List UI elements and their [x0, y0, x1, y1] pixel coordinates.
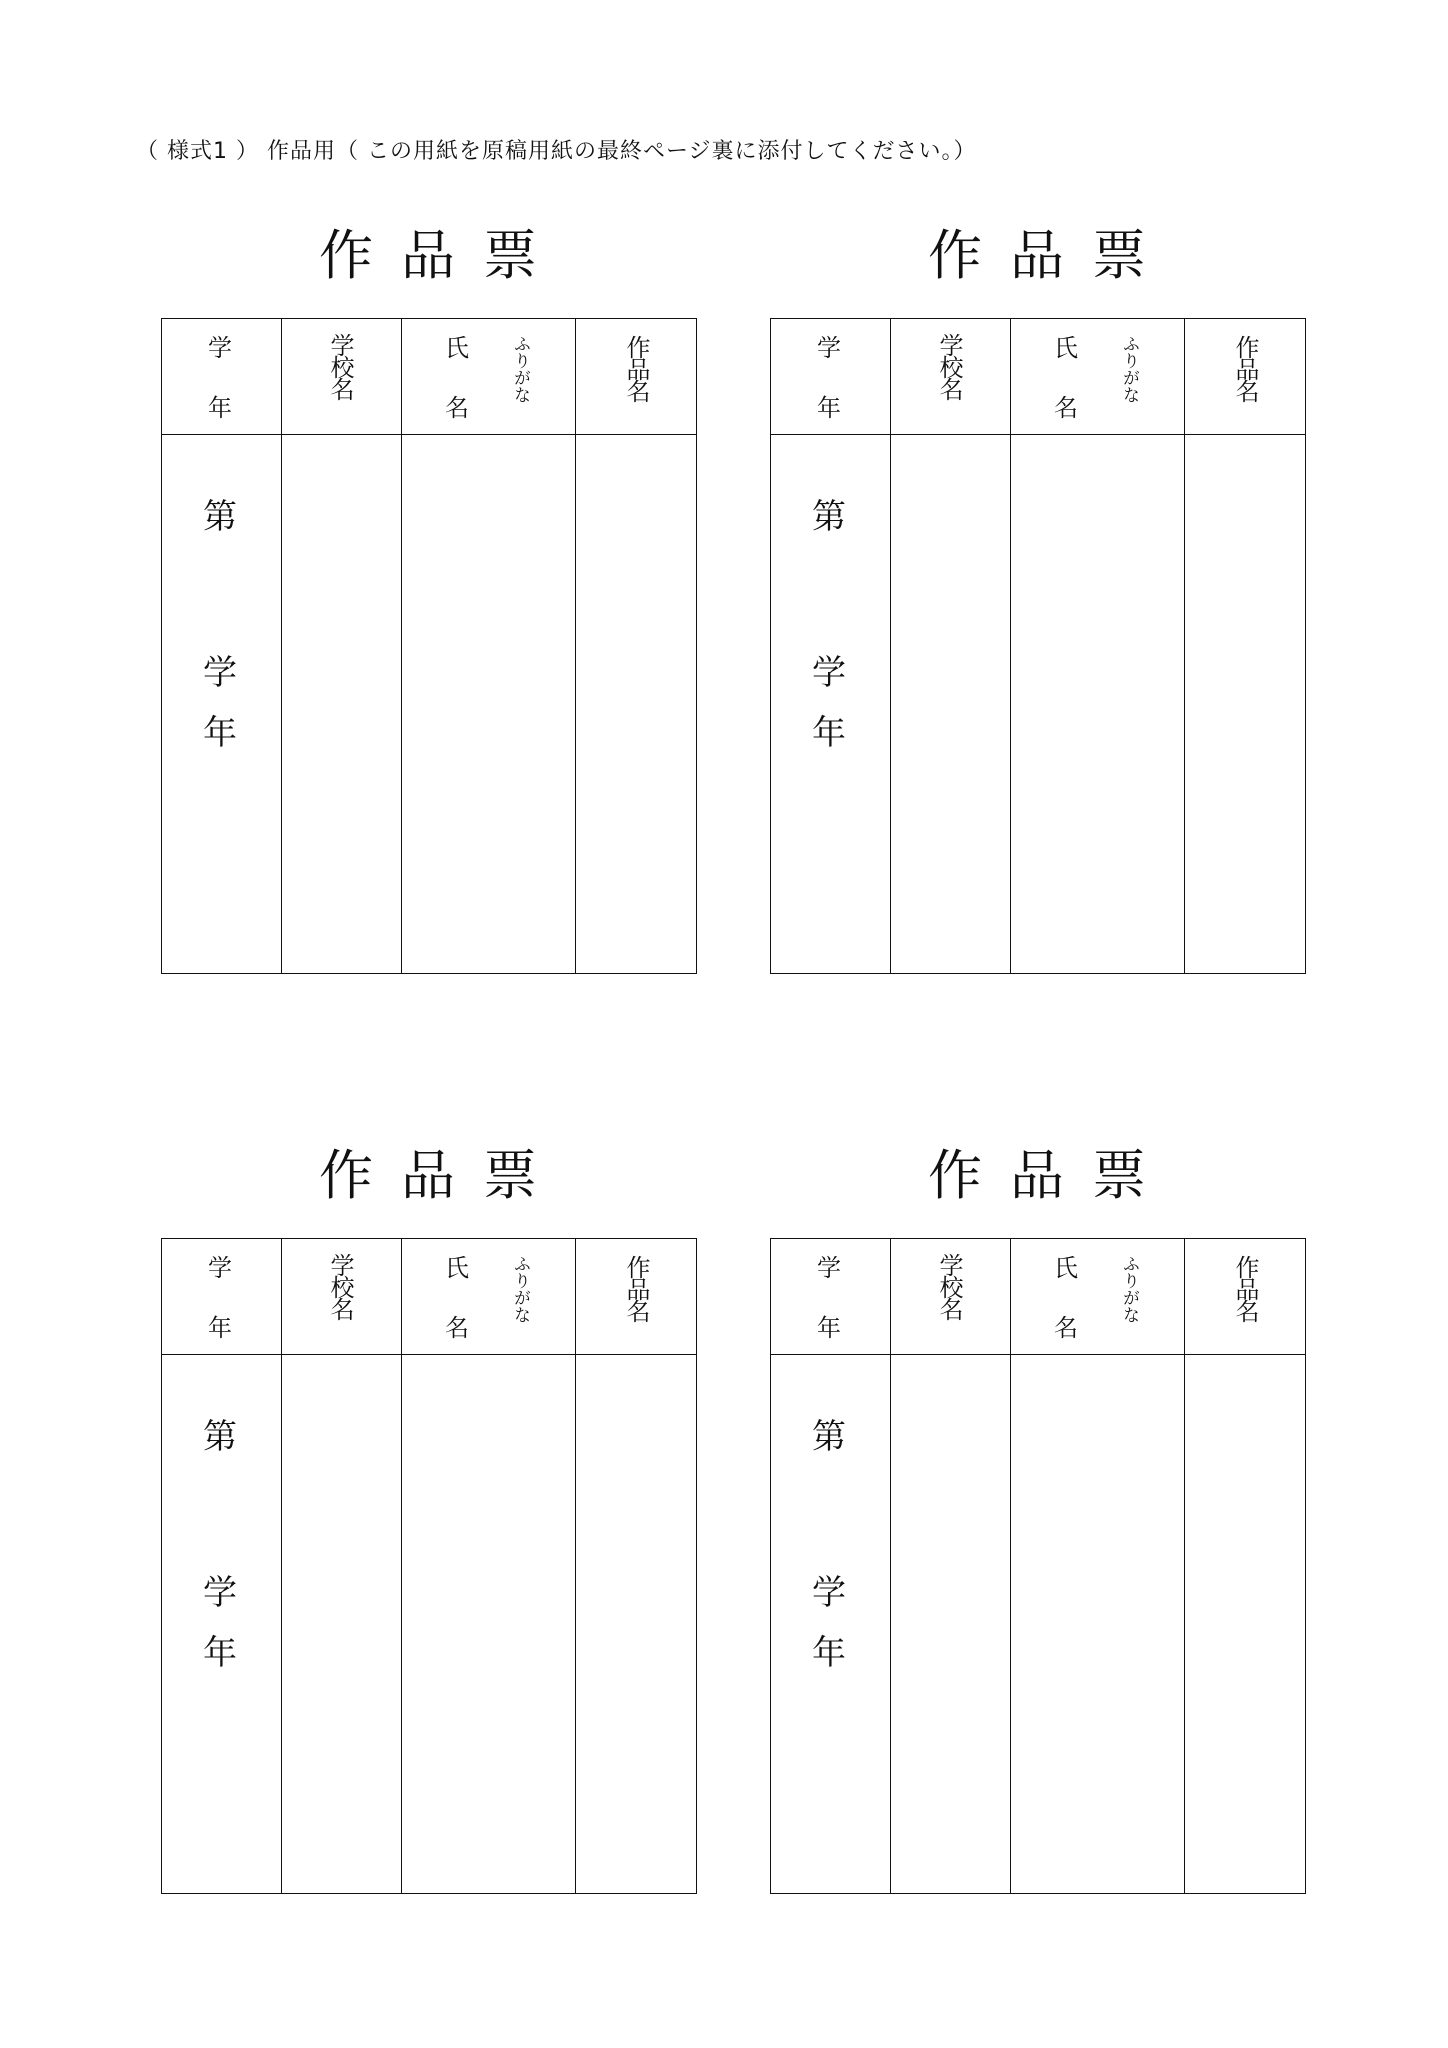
- grade-dai: 第: [812, 497, 846, 537]
- ticket-title-char: 品: [1010, 1144, 1064, 1207]
- grade-nen: 年: [203, 713, 237, 753]
- name-field[interactable]: [1011, 435, 1184, 973]
- grade-header-bottom: 年: [208, 1314, 232, 1342]
- grade-nen: 年: [812, 1633, 846, 1673]
- work-header: 作品名: [622, 335, 650, 401]
- name-header-bottom: 名: [1054, 1314, 1078, 1342]
- ticket-title-char: 品: [1010, 224, 1064, 287]
- name-header-bottom: 名: [445, 1314, 469, 1342]
- ticket-title: [770, 1146, 1306, 1236]
- ticket-title: [770, 226, 1306, 316]
- grade-nen: 年: [812, 713, 846, 753]
- school-field[interactable]: [282, 435, 401, 973]
- furigana-header: ふりがな: [510, 335, 530, 403]
- work-header: 作品名: [1231, 1255, 1259, 1321]
- grade-header-bottom: 年: [817, 1314, 841, 1342]
- header-note: （ 様式1 ） 作品用（ この用紙を原稿用紙の最終ページ裏に添付してください。）: [136, 139, 977, 164]
- grade-header-bottom: 年: [208, 394, 232, 422]
- grade-header-top: 学: [208, 1254, 232, 1282]
- work-header: 作品名: [622, 1255, 650, 1321]
- ticket-title: [161, 1146, 697, 1236]
- ticket-grid: [770, 1238, 1306, 1894]
- grade-gaku: 学: [203, 1573, 237, 1613]
- grade-header-top: 学: [208, 334, 232, 362]
- ticket-title-char: 票: [1092, 1144, 1146, 1207]
- ticket-title-char: 作: [319, 1144, 373, 1207]
- ticket-title: [161, 226, 697, 316]
- grade-nen: 年: [203, 1633, 237, 1673]
- school-header: 学校名: [935, 333, 963, 399]
- name-field[interactable]: [1011, 1355, 1184, 1893]
- ticket-grid: [161, 318, 697, 974]
- school-field[interactable]: [891, 1355, 1010, 1893]
- grade-field[interactable]: [162, 435, 281, 973]
- ticket-title-char: 票: [483, 224, 537, 287]
- grade-header-top: 学: [817, 1254, 841, 1282]
- work-field[interactable]: [1185, 1355, 1305, 1893]
- ticket-title-char: 票: [1092, 224, 1146, 287]
- grade-gaku: 学: [812, 653, 846, 693]
- name-header-top: 氏: [445, 334, 469, 362]
- name-header-top: 氏: [445, 1254, 469, 1282]
- ticket-title-char: 作: [928, 1144, 982, 1207]
- ticket-grid: [161, 1238, 697, 1894]
- school-header: 学校名: [326, 1253, 354, 1319]
- school-header: 学校名: [326, 333, 354, 399]
- work-header: 作品名: [1231, 335, 1259, 401]
- ticket-title-char: 品: [401, 1144, 455, 1207]
- name-header-bottom: 名: [1054, 394, 1078, 422]
- grade-field[interactable]: [771, 1355, 890, 1893]
- school-field[interactable]: [282, 1355, 401, 1893]
- grade-field[interactable]: [771, 435, 890, 973]
- grade-gaku: 学: [812, 1573, 846, 1613]
- grade-dai: 第: [203, 497, 237, 537]
- work-field[interactable]: [576, 435, 696, 973]
- name-field[interactable]: [402, 1355, 575, 1893]
- work-field[interactable]: [1185, 435, 1305, 973]
- grade-dai: 第: [812, 1417, 846, 1457]
- name-header-top: 氏: [1054, 1254, 1078, 1282]
- name-header-top: 氏: [1054, 334, 1078, 362]
- grade-header-bottom: 年: [817, 394, 841, 422]
- ticket-title-char: 作: [928, 224, 982, 287]
- ticket-title-char: 品: [401, 224, 455, 287]
- name-header-bottom: 名: [445, 394, 469, 422]
- ticket-title-char: 作: [319, 224, 373, 287]
- work-field[interactable]: [576, 1355, 696, 1893]
- school-field[interactable]: [891, 435, 1010, 973]
- grade-gaku: 学: [203, 653, 237, 693]
- name-field[interactable]: [402, 435, 575, 973]
- grade-header-top: 学: [817, 334, 841, 362]
- furigana-header: ふりがな: [1119, 335, 1139, 403]
- grade-dai: 第: [203, 1417, 237, 1457]
- furigana-header: ふりがな: [1119, 1255, 1139, 1323]
- grade-field[interactable]: [162, 1355, 281, 1893]
- ticket-title-char: 票: [483, 1144, 537, 1207]
- furigana-header: ふりがな: [510, 1255, 530, 1323]
- ticket-grid: [770, 318, 1306, 974]
- school-header: 学校名: [935, 1253, 963, 1319]
